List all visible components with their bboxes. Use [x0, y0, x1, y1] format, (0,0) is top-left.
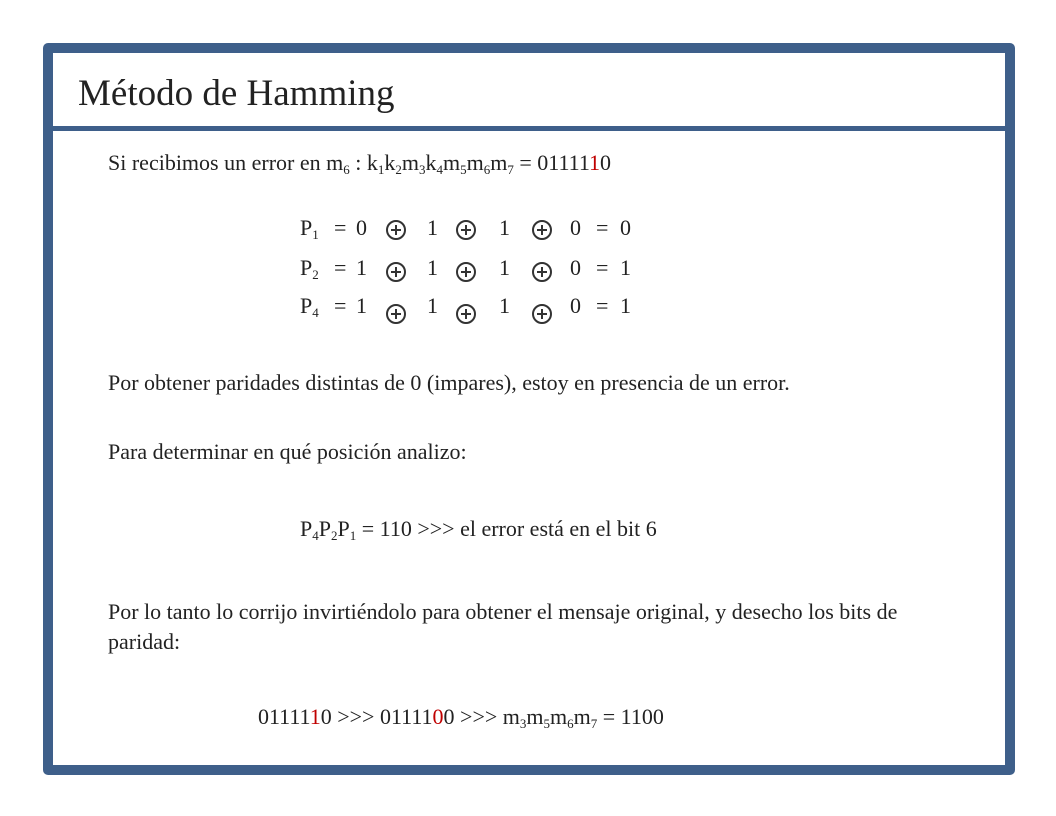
slide-title: Método de Hamming	[78, 73, 395, 114]
intro-bits: 0	[600, 150, 612, 175]
received-bits: 01111	[258, 704, 310, 729]
bit-value-error: 1	[499, 255, 510, 280]
intro-sub: 4	[436, 162, 443, 177]
final-message: = 1100	[597, 704, 664, 729]
corrected-bits: 0	[443, 704, 455, 729]
bit-value: 1	[427, 255, 438, 280]
intro-line	[108, 150, 612, 177]
equals-sign: =	[334, 215, 347, 240]
parity-label: $P_4$	[300, 293, 319, 320]
intro-error-bit: 1	[589, 150, 601, 175]
bit-value-error: 1	[499, 293, 510, 318]
bit-value: 0	[356, 215, 367, 240]
intro-sub: 5	[460, 162, 467, 177]
parity-result: 0	[620, 215, 631, 240]
paragraph-determine: Para determinar en qué posición analizo:	[108, 439, 467, 464]
xor-icon	[456, 262, 476, 282]
title-bar	[53, 53, 1005, 131]
intro-sub: 3	[418, 162, 426, 177]
intro-bits: 01111	[537, 150, 590, 175]
syndrome-line: $P_4P_2P_1 = 110$ >>> el error está en el bit 6	[300, 516, 657, 543]
intro-var: m	[401, 150, 419, 175]
bit-value: 1	[356, 293, 367, 318]
xor-icon	[386, 304, 406, 324]
equals-sign: =	[334, 293, 347, 318]
xor-icon	[532, 304, 552, 324]
equals-sign: =	[596, 255, 609, 280]
bit-value: 1	[427, 293, 438, 318]
intro-sub: 2	[395, 162, 402, 177]
bit-value: 0	[570, 293, 581, 318]
error-bit: 1	[309, 704, 321, 729]
bit-value: 1	[356, 255, 367, 280]
xor-icon	[386, 262, 406, 282]
xor-icon	[456, 304, 476, 324]
intro-sub: 7	[507, 162, 514, 177]
paragraph-correction: Por lo tanto lo corrijo invirtiéndolo para obtener el mensaje original, y desecho los bits de paridad:	[108, 599, 898, 654]
xor-icon	[386, 220, 406, 240]
equals-sign: =	[596, 293, 609, 318]
xor-icon	[456, 220, 476, 240]
arrow: >>>	[454, 704, 503, 729]
bit-value: 1	[427, 215, 438, 240]
bit-value: 0	[570, 215, 581, 240]
corrected-bit: 0	[432, 704, 444, 729]
equals-sign: =	[334, 255, 347, 280]
paragraph-parity: Por obtener paridades distintas de 0 (impares), estoy en presencia de un error.	[108, 370, 790, 395]
intro-sub: 1	[377, 162, 385, 177]
bit-value: 0	[570, 255, 581, 280]
equals-sign: =	[596, 215, 609, 240]
arrow: >>>	[331, 704, 380, 729]
parity-label: $P_1$	[300, 215, 319, 242]
xor-icon	[532, 220, 552, 240]
result-line: 0111110 >>> 0111100 >>> $m_3m_5m_6m_7 = 1100$	[258, 704, 664, 731]
corrected-bits: 01111	[379, 704, 433, 729]
intro-var: m	[442, 150, 461, 175]
intro-equals: =	[513, 150, 538, 175]
intro-var: k	[384, 150, 396, 175]
xor-icon	[532, 262, 552, 282]
received-bits: 0	[320, 704, 332, 729]
intro-var: m	[490, 150, 508, 175]
intro-var: m	[466, 150, 484, 175]
parity-result: 1	[620, 255, 631, 280]
intro-sub: 6	[483, 162, 491, 177]
parity-label: $P_2$	[300, 255, 319, 282]
intro-text: Si recibimos un error en m	[108, 150, 344, 175]
parity-result: 1	[620, 293, 631, 318]
intro-var: k	[425, 150, 437, 175]
intro-colon: : k	[349, 150, 378, 175]
intro-sub: 6	[343, 162, 350, 177]
bit-value: 1	[499, 215, 510, 240]
